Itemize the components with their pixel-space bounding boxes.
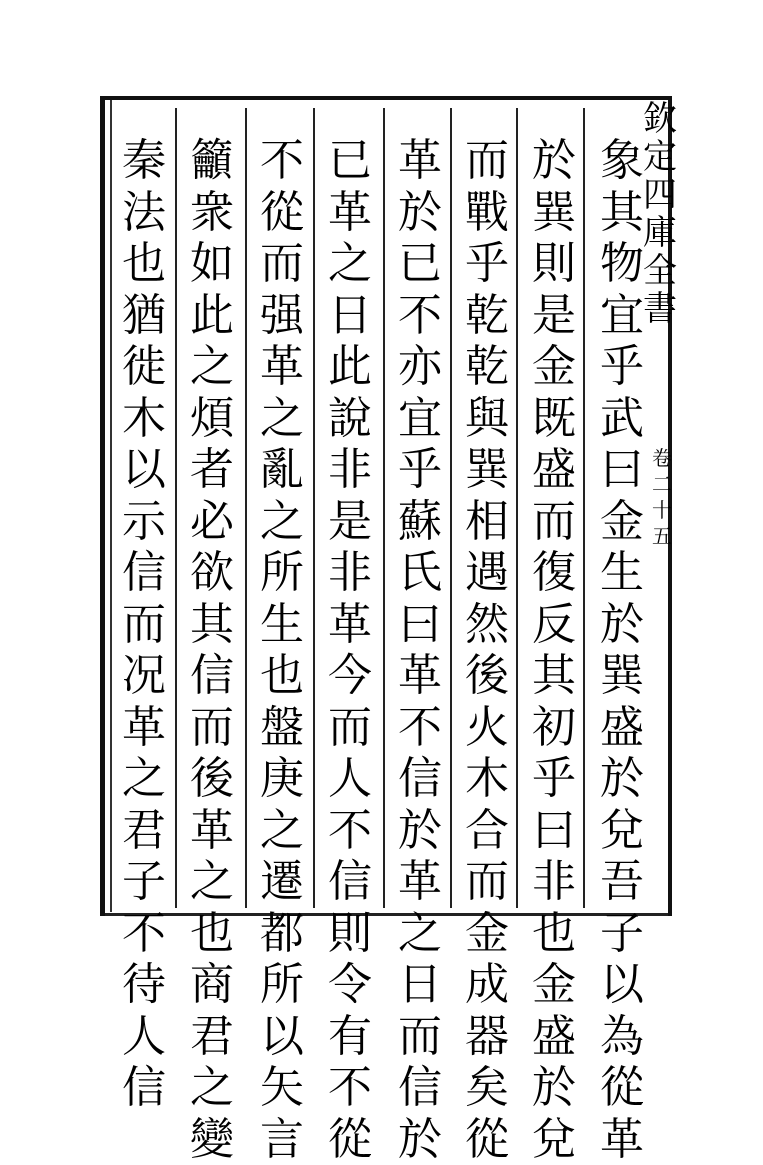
column-rule (383, 108, 385, 908)
margin-volume-label: 卷 二 十 五 (652, 446, 672, 548)
text-column-2: 於 巽 則 是 金 既 盛 而 復 反 其 初 乎 曰 非 也 金 盛 於 兌 (532, 135, 576, 1165)
text-column-3: 而 戰 乎 乾 乾 與 巽 相 遇 然 後 火 木 合 而 金 成 器 矣 從 (465, 135, 509, 1165)
text-column-4: 革 於 已 不 亦 宜 乎 蘇 氏 曰 革 不 信 於 革 之 日 而 信 於 (398, 135, 442, 1165)
text-column-7: 籲 衆 如 此 之 煩 者 必 欲 其 信 而 後 革 之 也 商 君 之 變 (190, 135, 234, 1165)
column-rule (245, 108, 247, 908)
text-column-8: 秦 法 也 猶 徙 木 以 示 信 而 况 革 之 君 子 不 待 人 信 (122, 135, 166, 1113)
text-column-5: 已 革 之 日 此 說 非 是 非 革 今 而 人 不 信 則 令 有 不 從 (328, 135, 372, 1165)
frame-left-border (100, 96, 105, 916)
frame-top-border (100, 96, 672, 100)
margin-book-title: 欽 定 四 庫 全 書 (643, 99, 677, 329)
text-column-1: 象 其 物 宜 乎 武 曰 金 生 於 巽 盛 於 兌 吾 子 以 為 從 革 (600, 135, 644, 1165)
text-column-6: 不 從 而 强 革 之 亂 之 所 生 也 盤 庚 之 遷 都 所 以 矢 言 (260, 135, 304, 1165)
